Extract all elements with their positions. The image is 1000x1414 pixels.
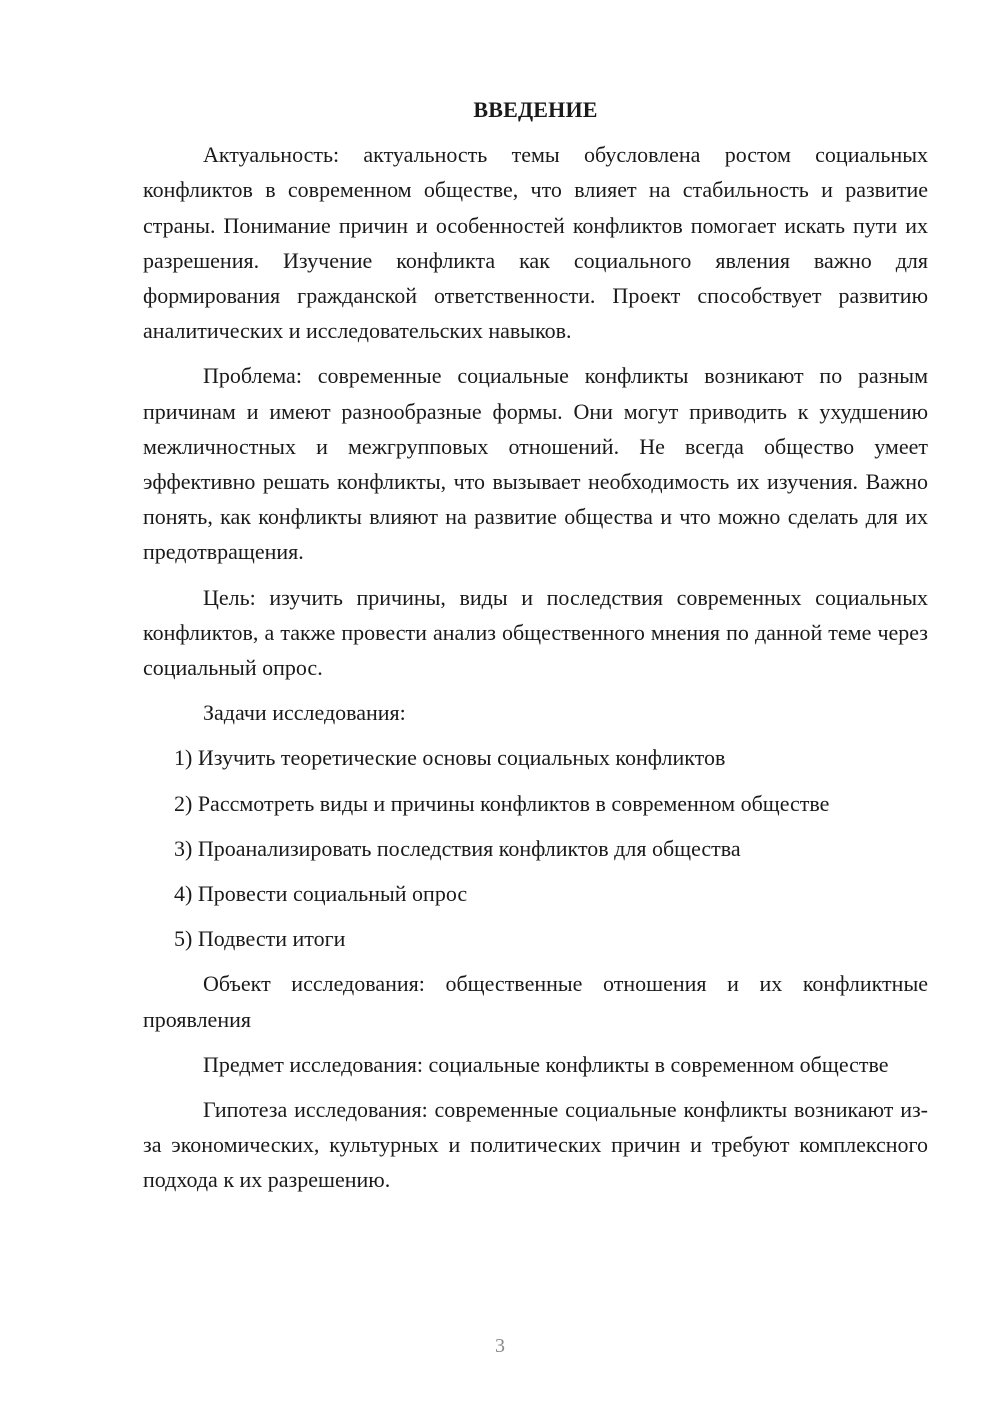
paragraph-relevance: Актуальность: актуальность темы обусловлена ростом социальных конфликтов в современном обществе, что влияет на стабильность и развитие страны. Понимание причин и особенностей конфликтов помогает искать пути их разрешения. Изучение конфликта как социального явления важно для формирования гражданской ответственности. Проект способствует развитию аналитических и исследовательских навыков. bbox=[143, 142, 928, 344]
page-number: 3 bbox=[495, 1335, 505, 1357]
paragraph-object: Объект исследования: общественные отношения и их конфликтные проявления bbox=[143, 971, 928, 1032]
paragraph-problem: Проблема: современные социальные конфликты возникают по разным причинам и имеют разнообразные формы. Они могут приводить к ухудшению межличностных и межгрупповых отношений. Не всегда общество умеет эффективно решать конфликты, что вызывает необходимость их изучения. Важно понять, как конфликты влияют на развитие общества и что можно сделать для их предотвращения. bbox=[143, 363, 928, 565]
paragraph-goal: Цель: изучить причины, виды и последствия современных социальных конфликтов, а также провести анализ общественного мнения по данной теме через социальный опрос. bbox=[143, 584, 928, 681]
list-item: 5) Подвести итоги bbox=[174, 926, 346, 952]
list-item: 3) Проанализировать последствия конфликтов для общества bbox=[174, 835, 741, 861]
tasks-list bbox=[143, 740, 928, 956]
list-item: 1) Изучить теоретические основы социальных конфликтов bbox=[174, 745, 726, 771]
document-page bbox=[143, 92, 928, 1208]
list-item: 4) Провести социальный опрос bbox=[174, 881, 468, 907]
tasks-heading: Задачи исследования: bbox=[203, 700, 406, 726]
paragraph-hypothesis: Гипотеза исследования: современные социальные конфликты возникают из-за экономических, культурных и политических причин и требуют комплексного подхода к их разрешению. bbox=[143, 1097, 928, 1193]
page-title: ВВЕДЕНИЕ bbox=[473, 97, 598, 122]
paragraph-subject: Предмет исследования: социальные конфликты в современном обществе bbox=[203, 1051, 889, 1077]
list-item: 2) Рассмотреть виды и причины конфликтов в современном обществе bbox=[174, 790, 830, 816]
